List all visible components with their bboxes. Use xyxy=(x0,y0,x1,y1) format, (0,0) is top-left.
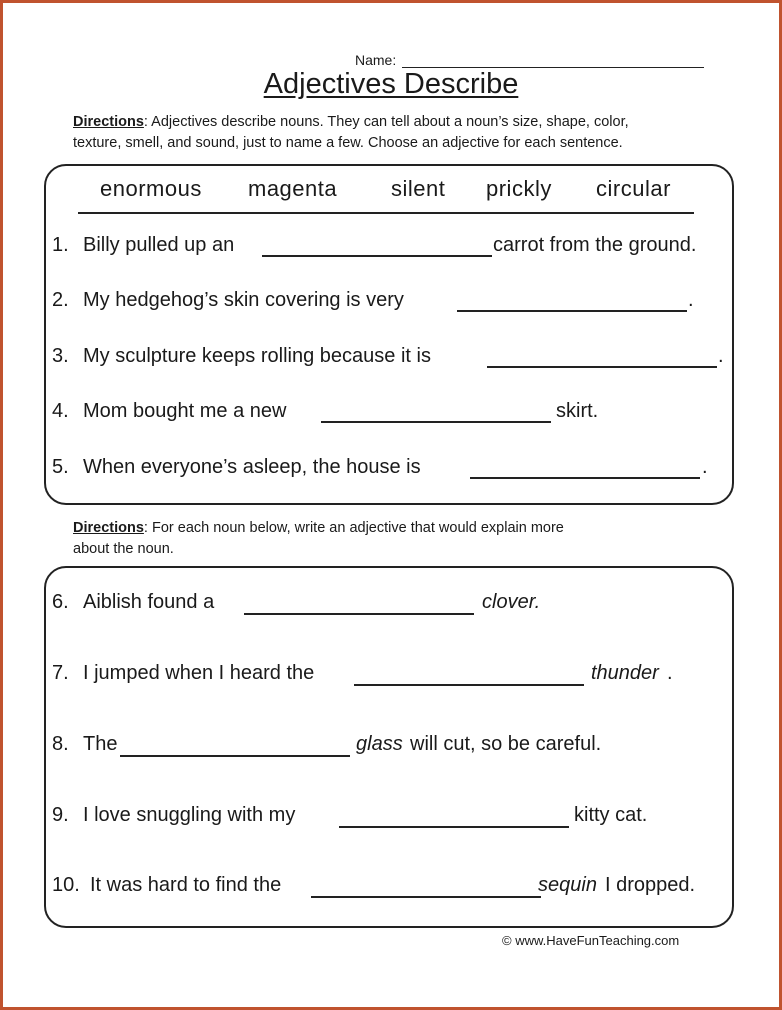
answer-blank[interactable] xyxy=(457,310,687,312)
sentence-noun: glass xyxy=(356,733,403,755)
answer-blank[interactable] xyxy=(262,255,492,257)
directions-1-label: Directions xyxy=(73,114,144,130)
sentence-after: . xyxy=(667,662,673,684)
sentence-number: 3. xyxy=(52,345,69,367)
sentence-noun: clover. xyxy=(482,591,541,613)
answer-blank[interactable] xyxy=(120,755,350,757)
directions-1-text-line1: : Adjectives describe nouns. They can tell about a noun’s size, shape, color, xyxy=(143,114,629,130)
sentence-before: Billy pulled up an xyxy=(83,234,235,256)
word-bank-item: circular xyxy=(596,176,671,201)
name-field-line[interactable] xyxy=(402,53,704,68)
word-bank xyxy=(78,172,694,214)
sentence-after: I dropped. xyxy=(605,874,696,896)
sentence-before: I love snuggling with my xyxy=(83,804,296,826)
answer-blank[interactable] xyxy=(311,896,541,898)
sentence-after: will cut, so be careful. xyxy=(410,733,602,755)
sentence-before: My sculpture keeps rolling because it is xyxy=(83,345,431,367)
word-bank-item: enormous xyxy=(100,176,202,201)
sentence-after: . xyxy=(702,456,708,478)
directions-2-text-line1: : For each noun below, write an adjective that would explain more xyxy=(143,520,564,536)
answer-blank[interactable] xyxy=(487,366,717,368)
sentence-noun: sequin xyxy=(538,874,597,896)
sentence-number: 7. xyxy=(52,662,69,684)
name-row xyxy=(355,52,704,68)
sentence-number: 2. xyxy=(52,289,69,311)
sentence-number: 4. xyxy=(52,400,69,422)
sentence-number: 5. xyxy=(52,456,69,478)
name-label: Name: xyxy=(355,52,397,68)
sentence-noun: thunder xyxy=(591,662,659,684)
answer-blank[interactable] xyxy=(339,826,569,828)
sentence-after: carrot from the ground. xyxy=(493,234,697,256)
page-title xyxy=(0,68,782,101)
answer-blank[interactable] xyxy=(321,421,551,423)
sentence-after: . xyxy=(688,289,694,311)
answer-blank[interactable] xyxy=(244,613,474,615)
sentence-before: Mom bought me a new xyxy=(83,400,287,422)
sentence-before: Aiblish found a xyxy=(83,591,215,613)
sentence-number: 6. xyxy=(52,591,69,613)
sentence-number: 8. xyxy=(52,733,69,755)
sentence-before: When everyone’s asleep, the house is xyxy=(83,456,421,478)
word-bank-item: prickly xyxy=(486,176,552,201)
answer-blank[interactable] xyxy=(470,477,700,479)
directions-1-text-line2: texture, smell, and sound, just to name a few. Choose an adjective for each sentence. xyxy=(73,135,623,151)
directions-1 xyxy=(73,112,723,154)
copyright-footer: © www.HaveFunTeaching.com xyxy=(502,933,680,948)
sentence-before: It was hard to find the xyxy=(90,874,282,896)
sentence-number: 9. xyxy=(52,804,69,826)
title-text: Adjectives Describe xyxy=(263,68,519,100)
answer-blank[interactable] xyxy=(354,684,584,686)
sentence-after: skirt. xyxy=(556,400,599,422)
sentence-before: My hedgehog’s skin covering is very xyxy=(83,289,404,311)
sentence-after: . xyxy=(718,345,724,367)
word-bank-item: silent xyxy=(391,176,446,201)
sentence-before: The xyxy=(83,733,118,755)
sentence-number: 1. xyxy=(52,234,69,256)
word-bank-item: magenta xyxy=(248,176,338,201)
sentence-before: I jumped when I heard the xyxy=(83,662,315,684)
directions-2-text-line2: about the noun. xyxy=(73,541,174,557)
directions-2 xyxy=(73,518,723,560)
sentence-after: kitty cat. xyxy=(574,804,648,826)
sentence-number: 10. xyxy=(52,874,80,896)
directions-2-label: Directions xyxy=(73,520,144,536)
part1-box xyxy=(44,164,734,505)
